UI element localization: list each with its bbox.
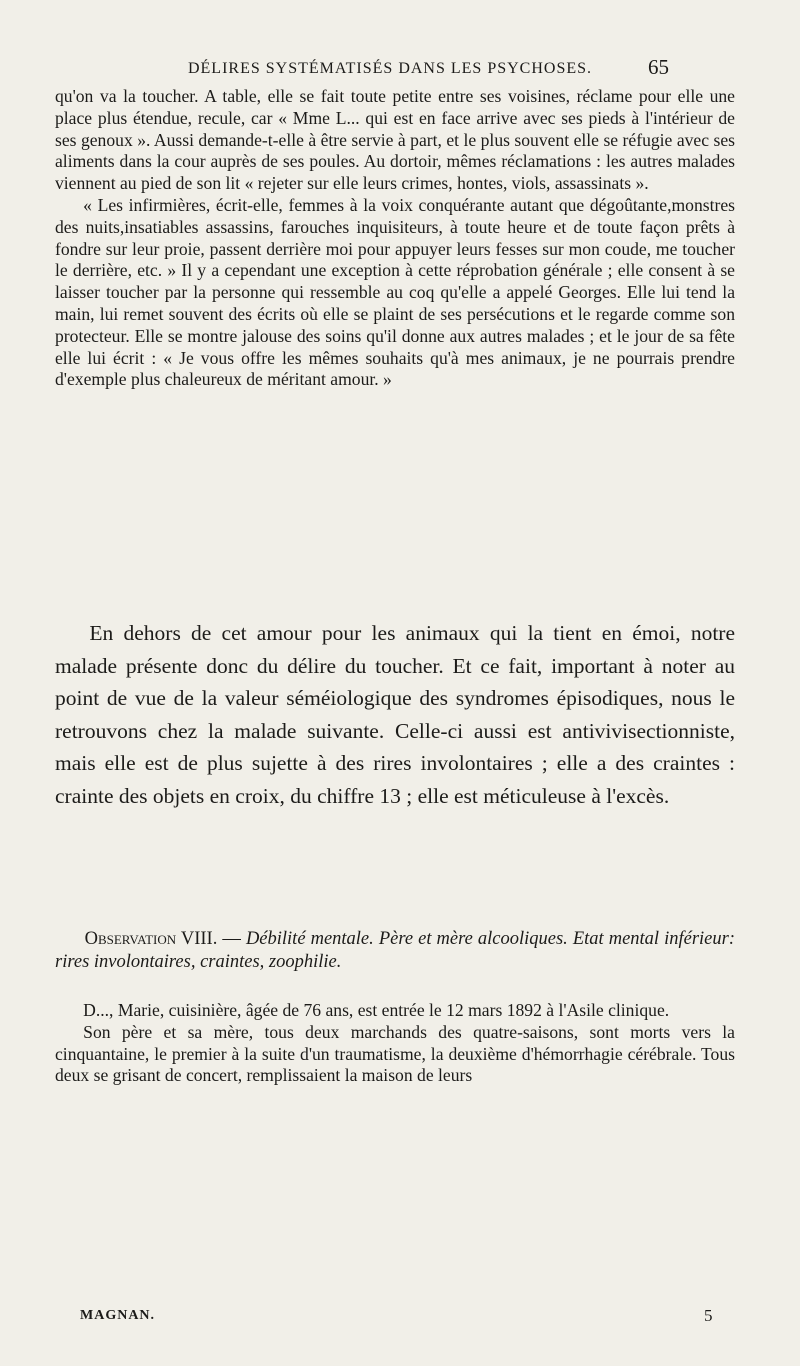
paragraph: Son père et sa mère, tous deux marchands des quatre-saisons, sont morts vers la cinquantaine, le premier à la suite d'un traumatisme, la deuxième d'hémorrhagie cérébrale. Tous deux se grisant de concert, remplissaient la maison de leurs: [55, 1021, 735, 1086]
signature-author: MAGNAN.: [80, 1308, 156, 1323]
signature-mark: 5: [704, 1306, 713, 1325]
observation-title: Débilité mentale. Père et mère alcooliques. Etat mental inférieur: rires involontaires, craintes, zoophilie.: [55, 929, 736, 972]
quoted-case-text: [55, 86, 735, 391]
main-text: [55, 617, 735, 813]
paragraph: En dehors de cet amour pour les animaux qui la tient en émoi, notre malade présente donc du délire du toucher. Et ce fait, important à noter au point de vue de la valeur séméiologique des syndromes épisodiques, nous le retrouvons chez la malade suivante. Celle-ci aussi est antivivisectionniste, mais elle est de plus sujette à des rires involontaires ; elle a des craintes : crainte des objets en croix, du chiffre 13 ; elle est méticuleuse à l'excès.: [55, 621, 735, 808]
running-title: DÉLIRES SYSTÉMATISÉS DANS LES PSYCHOSES.: [187, 60, 593, 77]
observation-label: Observation VIII.: [84, 929, 218, 949]
observation-heading: [55, 928, 735, 973]
paragraph: qu'on va la toucher. A table, elle se fait toute petite entre ses voisines, réclame pour elle une place plus étendue, recule, car « Mme L... qui est en face arrive avec ses pieds à l'intérieur de ses genoux ». Aussi demande-t-elle à être servie à part, et le plus souvent elle se réfugie avec ses aliments dans la cour auprès de ses poules. Au dortoir, mêmes réclamations : les autres malades viennent au pied de son lit « rejeter sur elle leurs crimes, hontes, viols, assassinats ».: [55, 86, 735, 194]
paragraph: D..., Marie, cuisinière, âgée de 76 ans, est entrée le 12 mars 1892 à l'Asile clinique.: [83, 1000, 670, 1020]
paragraph: « Les infirmières, écrit-elle, femmes à la voix conquérante autant que dégoûtante,monstres des nuits,insatiables assassins, farouches inquisiteurs, à toute heure et de toute façon prêts à fondre sur leur proie, passent derrière moi pour appuyer leurs fesses sur mon coude, me toucher le derrière, etc. » Il y a cependant une exception à cette réprobation générale ; elle consent à se laisser toucher par la personne qui ressemble au coq qu'elle a appelé Georges. Elle lui tend la main, lui remet souvent des écrits où elle se plaint de ses persécutions et le regarde comme son protecteur. Elle se montre jalouse des soins qu'il donne aux autres malades ; et le jour de sa fête elle lui écrit : « Je vous offre les mêmes souhaits qu'à mes animaux, je ne pourrais prendre d'exemple plus chaleureux de méritant amour. »: [55, 194, 735, 390]
observation-dash: —: [217, 929, 246, 949]
case-text: [55, 1000, 735, 1087]
page-number: 65: [648, 55, 669, 79]
